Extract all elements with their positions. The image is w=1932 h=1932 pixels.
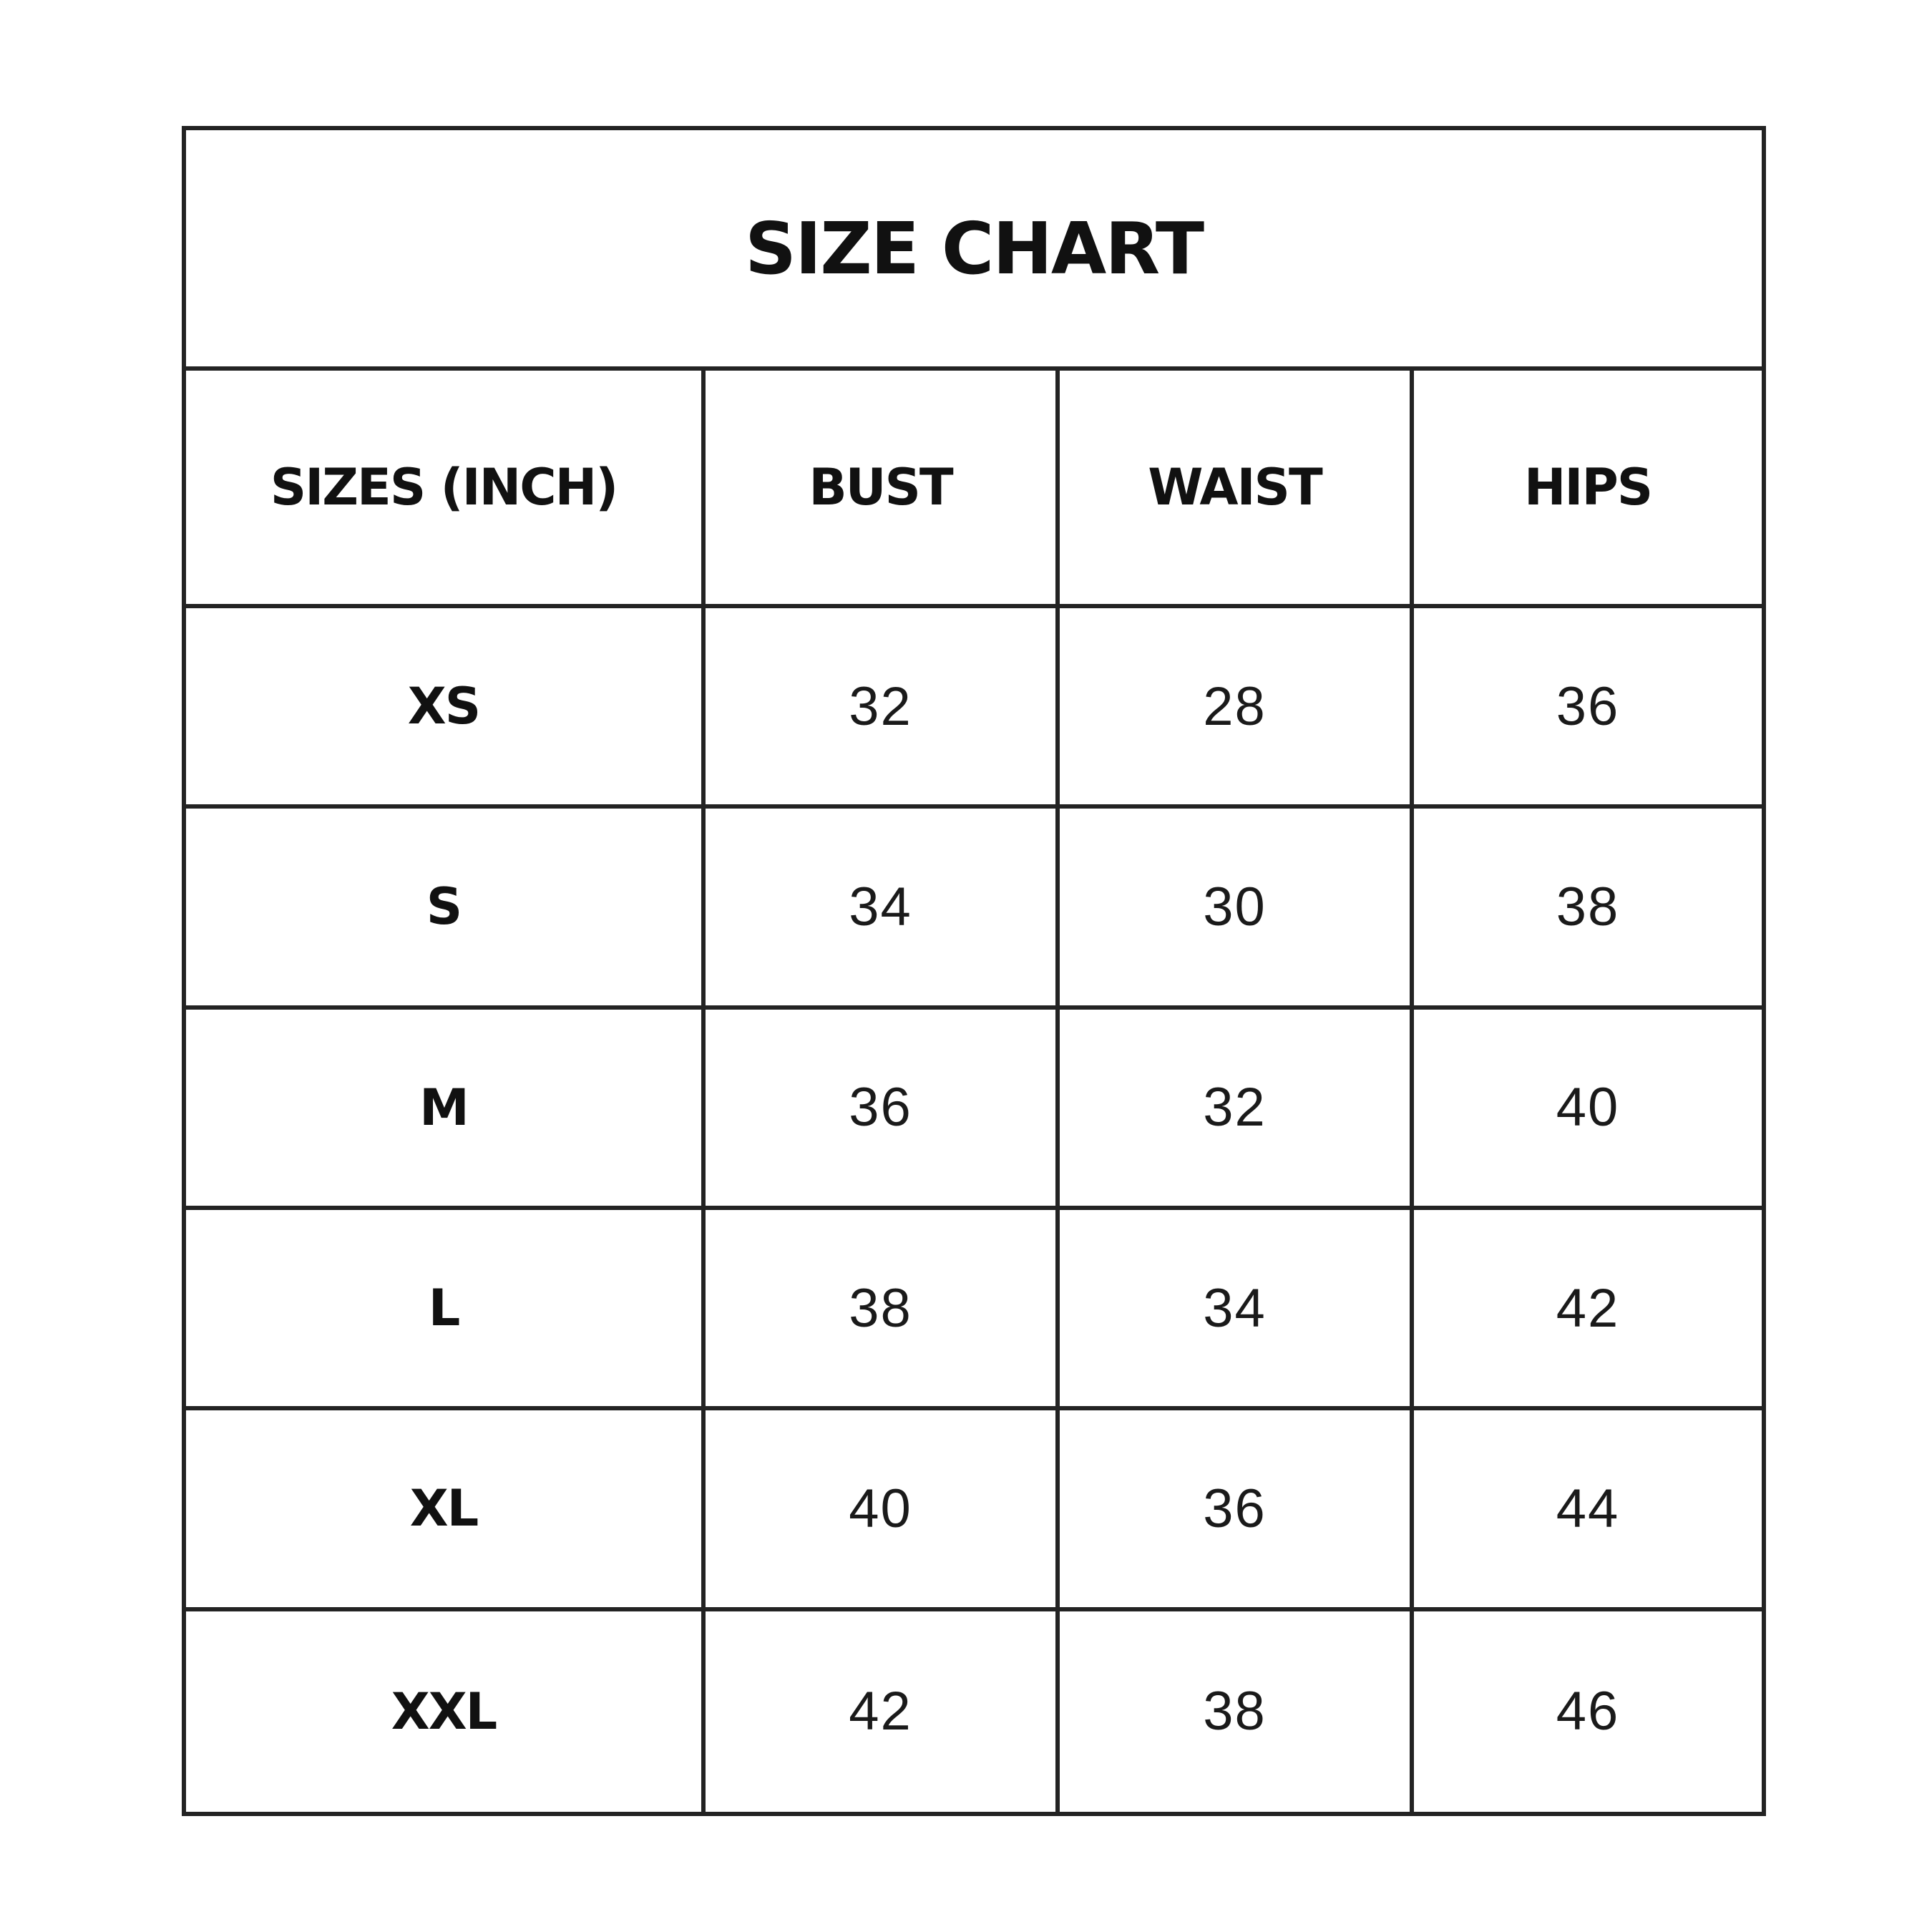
header-label: BUST bbox=[809, 458, 952, 517]
header-label: HIPS bbox=[1523, 458, 1652, 517]
hips-cell bbox=[1414, 1210, 1762, 1410]
hips-value: 36 bbox=[1556, 675, 1620, 737]
waist-value: 34 bbox=[1203, 1277, 1267, 1339]
header-label: SIZES (INCH) bbox=[270, 458, 618, 517]
waist-cell bbox=[1060, 1010, 1414, 1210]
bust-value: 42 bbox=[849, 1681, 912, 1742]
size-label: XS bbox=[407, 677, 480, 736]
table-row-size-cell bbox=[186, 1410, 706, 1611]
hips-value: 42 bbox=[1556, 1277, 1620, 1339]
waist-cell bbox=[1060, 1210, 1414, 1410]
bust-cell bbox=[706, 1210, 1060, 1410]
size-label: M bbox=[419, 1078, 468, 1137]
bust-cell bbox=[706, 608, 1060, 809]
waist-cell bbox=[1060, 608, 1414, 809]
size-label: L bbox=[428, 1279, 459, 1338]
bust-cell bbox=[706, 809, 1060, 1009]
waist-value: 28 bbox=[1203, 675, 1267, 737]
table-row-size-cell bbox=[186, 1611, 706, 1812]
bust-value: 32 bbox=[849, 675, 912, 737]
hips-cell bbox=[1414, 608, 1762, 809]
bust-value: 36 bbox=[849, 1077, 912, 1138]
bust-value: 40 bbox=[849, 1478, 912, 1539]
waist-value: 32 bbox=[1203, 1077, 1267, 1138]
size-chart-table bbox=[182, 126, 1766, 1816]
bust-cell bbox=[706, 1611, 1060, 1812]
hips-cell bbox=[1414, 1010, 1762, 1210]
bust-value: 38 bbox=[849, 1277, 912, 1339]
size-grid bbox=[186, 371, 1762, 1812]
bust-cell bbox=[706, 1010, 1060, 1210]
bust-cell bbox=[706, 1410, 1060, 1611]
size-label: XL bbox=[409, 1479, 478, 1538]
header-cell-bust bbox=[706, 371, 1060, 608]
hips-value: 38 bbox=[1556, 876, 1620, 937]
waist-cell bbox=[1060, 1611, 1414, 1812]
waist-cell bbox=[1060, 809, 1414, 1009]
size-label: XXL bbox=[391, 1682, 497, 1741]
table-row-size-cell bbox=[186, 608, 706, 809]
waist-value: 38 bbox=[1203, 1681, 1267, 1742]
bust-value: 34 bbox=[849, 876, 912, 937]
size-label: S bbox=[426, 877, 462, 937]
table-row-size-cell bbox=[186, 1010, 706, 1210]
header-label: WAIST bbox=[1148, 458, 1322, 517]
table-row-size-cell bbox=[186, 1210, 706, 1410]
table-row-size-cell bbox=[186, 809, 706, 1009]
header-cell-hips bbox=[1414, 371, 1762, 608]
title-row bbox=[186, 130, 1762, 371]
waist-value: 36 bbox=[1203, 1478, 1267, 1539]
waist-cell bbox=[1060, 1410, 1414, 1611]
hips-cell bbox=[1414, 809, 1762, 1009]
hips-cell bbox=[1414, 1410, 1762, 1611]
waist-value: 30 bbox=[1203, 876, 1267, 937]
hips-value: 40 bbox=[1556, 1077, 1620, 1138]
page-title: SIZE CHART bbox=[744, 206, 1204, 291]
header-cell-waist bbox=[1060, 371, 1414, 608]
hips-value: 44 bbox=[1556, 1478, 1620, 1539]
hips-value: 46 bbox=[1556, 1681, 1620, 1742]
hips-cell bbox=[1414, 1611, 1762, 1812]
header-cell-sizes bbox=[186, 371, 706, 608]
